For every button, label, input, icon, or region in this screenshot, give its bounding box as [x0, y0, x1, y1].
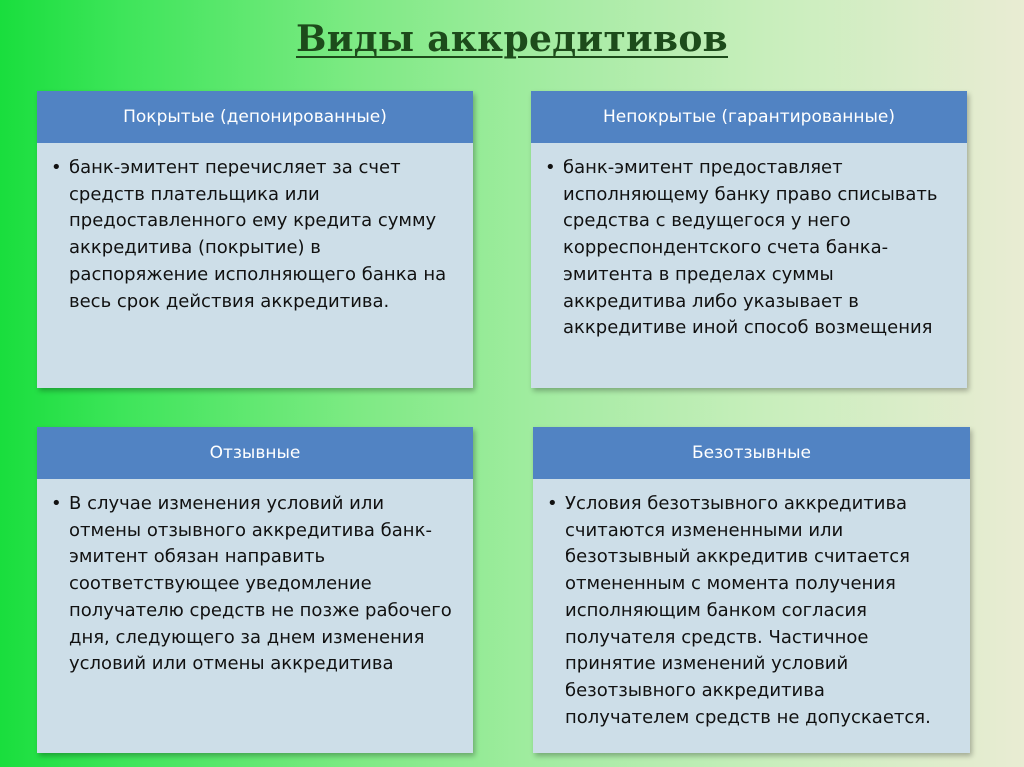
- card-body: [531, 143, 967, 388]
- bullet-item: • В случае изменения условий или отмены отзывного аккредитива банк-эмитент обязан направить соответствующее уведомление получателю средств не позже рабочего дня, следующего за днем изменения условий или отмены аккредитива: [51, 491, 457, 678]
- card-header: Непокрытые (гарантированные): [531, 91, 967, 143]
- bullet-list: [51, 155, 457, 315]
- card-uncovered: [531, 91, 967, 388]
- bullet-item: • банк-эмитент перечисляет за счет средств плательщика или предоставленного ему кредита сумму аккредитива (покрытие) в распоряжение исполняющего банка на весь срок действия аккредитива.: [51, 155, 457, 315]
- card-header: Покрытые (депонированные): [37, 91, 473, 143]
- card-covered: [37, 91, 473, 388]
- card-header: Безотзывные: [533, 427, 970, 479]
- bullet-item: • банк-эмитент предоставляет исполняющему банку право списывать средства с ведущегося у него корреспондентского счета банка-эмитента в пределах суммы аккредитива либо указывает в аккредитиве иной способ возмещения: [545, 155, 951, 342]
- card-revocable: [37, 427, 473, 753]
- card-body: [533, 479, 970, 753]
- card-header: Отзывные: [37, 427, 473, 479]
- card-irrevocable: [533, 427, 970, 753]
- card-body: [37, 143, 473, 388]
- card-body: [37, 479, 473, 753]
- bullet-list: [545, 155, 951, 342]
- bullet-list: [547, 491, 954, 731]
- slide-title: Виды аккредитивов: [296, 18, 728, 60]
- bullet-list: [51, 491, 457, 678]
- bullet-item: • Условия безотзывного аккредитива считаются измененными или безотзывный аккредитив считается отмененным с момента получения исполняющим банком согласия получателя средств. Частичное принятие изменений условий безотзывного аккредитива получателем средств не допускается.: [547, 491, 954, 731]
